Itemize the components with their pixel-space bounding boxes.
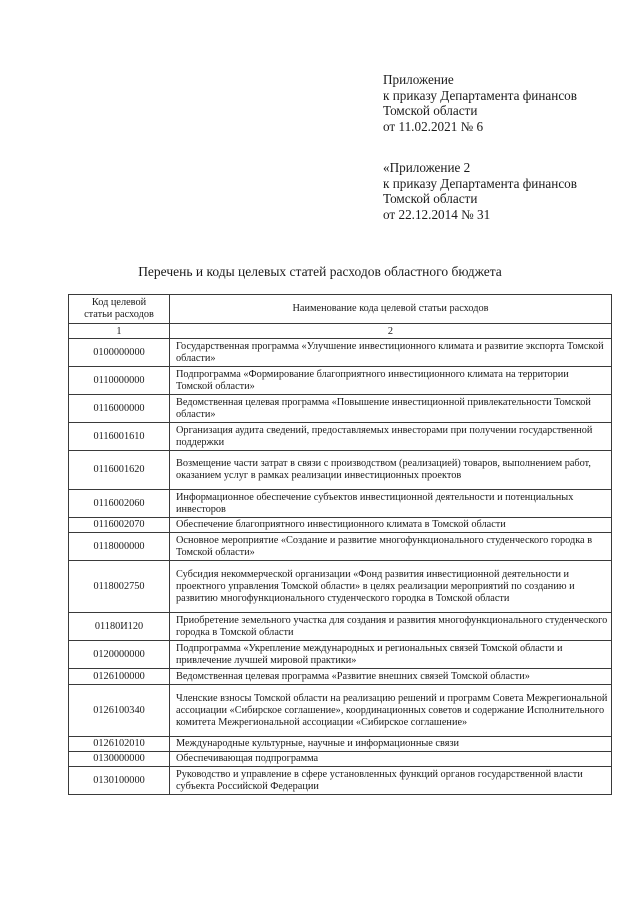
target-article-code: 0130000000 (69, 752, 170, 767)
target-article-code: 0118000000 (69, 533, 170, 561)
target-article-code: 0118002750 (69, 561, 170, 613)
appendix-line: от 22.12.2014 № 31 (383, 206, 491, 222)
table-row (69, 613, 612, 641)
target-article-name: Членские взносы Томской области на реализацию решений и программ Совета Межрегиональной ассоциации «Сибирское соглашение», координационных советов и содержание Исполнительного комитета Межрегиональной ассоциации «Сибирское соглашение» (170, 685, 612, 737)
target-article-code: 0116001620 (69, 451, 170, 490)
table-row (69, 737, 612, 752)
header-code-line: статьи расходов (84, 309, 154, 320)
table-row (69, 518, 612, 533)
table-row (69, 423, 612, 451)
target-article-name: Руководство и управление в сфере установленных функций органов государственной власти субъекта Российской Федерации (170, 767, 612, 795)
appendix-line: Томской области (383, 103, 478, 119)
target-article-code: 01180И120 (69, 613, 170, 641)
header-name: Наименование кода целевой статьи расходов (170, 295, 612, 324)
table-row (69, 752, 612, 767)
table-row (69, 641, 612, 669)
target-article-code: 0126102010 (69, 737, 170, 752)
target-article-code: 0126100340 (69, 685, 170, 737)
target-article-code: 0100000000 (69, 339, 170, 367)
target-article-name: Информационное обеспечение субъектов инвестиционной деятельности и потенциальных инвесторов (170, 490, 612, 518)
column-number: 1 (69, 324, 170, 339)
target-article-name: Обеспечение благоприятного инвестиционного климата в Томской области (170, 518, 612, 533)
target-article-name: Ведомственная целевая программа «Развитие внешних связей Томской области» (170, 669, 612, 685)
target-article-code: 0120000000 (69, 641, 170, 669)
appendix-line: «Приложение 2 (383, 160, 471, 175)
table-row (69, 767, 612, 795)
target-article-name: Организация аудита сведений, предоставляемых инвесторами при получении государственной поддержки (170, 423, 612, 451)
column-number: 2 (170, 324, 612, 339)
appendix-line: к приказу Департамента финансов (383, 175, 577, 191)
table-row (69, 533, 612, 561)
target-article-code: 0116001610 (69, 423, 170, 451)
target-article-code: 0116002060 (69, 490, 170, 518)
appendix-line: от 11.02.2021 № 6 (383, 118, 484, 134)
header-code-line: Код целевой (91, 297, 147, 308)
target-article-code: 0116002070 (69, 518, 170, 533)
appendix-header-current (383, 72, 633, 134)
target-article-code: 0110000000 (69, 367, 170, 395)
table-row (69, 451, 612, 490)
target-article-name: Приобретение земельного участка для создания и развития многофункционального студенческого городка в Томской области (170, 613, 612, 641)
table-row (69, 561, 612, 613)
target-article-code: 0116000000 (69, 395, 170, 423)
table-header-row (69, 295, 612, 324)
appendix-line: Приложение (383, 72, 454, 87)
table-row (69, 490, 612, 518)
appendix-line: Томской области (383, 191, 478, 207)
appendix-header-original (383, 160, 633, 222)
target-article-name: Подпрограмма «Формирование благоприятного инвестиционного климата на территории Томской области» (170, 367, 612, 395)
target-article-name: Государственная программа «Улучшение инвестиционного климата и развитие экспорта Томской области» (170, 339, 612, 367)
table-row (69, 685, 612, 737)
table-row (69, 395, 612, 423)
document-title: Перечень и коды целевых статей расходов областного бюджета (138, 264, 502, 279)
target-article-name: Международные культурные, научные и информационные связи (170, 737, 612, 752)
table-row (69, 339, 612, 367)
column-number-row (69, 324, 612, 339)
table-body (69, 339, 612, 795)
target-article-name: Основное мероприятие «Создание и развитие многофункционального студенческого городка в Томской области» (170, 533, 612, 561)
header-code (69, 295, 170, 324)
table-row (69, 367, 612, 395)
target-article-code: 0130100000 (69, 767, 170, 795)
target-article-name: Ведомственная целевая программа «Повышение инвестиционной привлекательности Томской области» (170, 395, 612, 423)
expense-codes-table (68, 294, 612, 795)
target-article-name: Субсидия некоммерческой организации «Фонд развития инвестиционной деятельности и проектного управления Томской области» в целях реализации мероприятий по созданию и развитию многофункционального студенческого городка в Томской области (170, 561, 612, 613)
appendix-line: к приказу Департамента финансов (383, 87, 577, 103)
target-article-name: Подпрограмма «Укрепление международных и региональных связей Томской области и привлечение лучшей мировой практики» (170, 641, 612, 669)
target-article-name: Обеспечивающая подпрограмма (170, 752, 612, 767)
table-row (69, 669, 612, 685)
target-article-name: Возмещение части затрат в связи с производством (реализацией) товаров, выполнением работ, оказанием услуг в рамках реализации инвестиционных проектов (170, 451, 612, 490)
target-article-code: 0126100000 (69, 669, 170, 685)
